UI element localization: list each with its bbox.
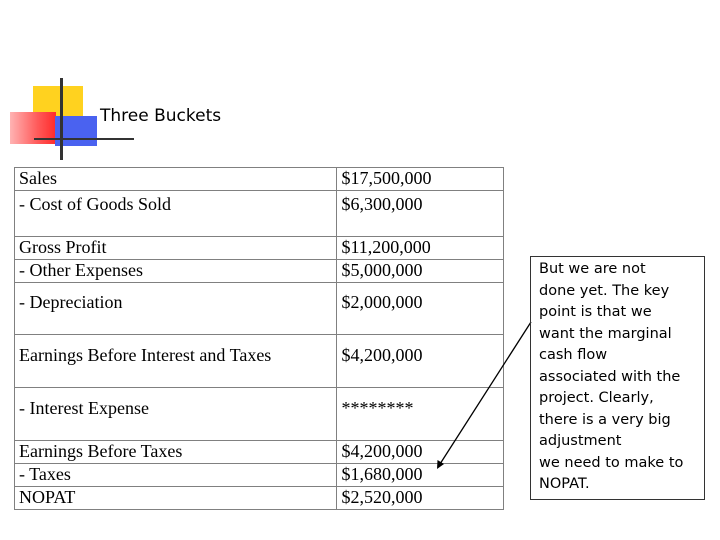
logo-vertical-line <box>60 78 63 160</box>
row-label: - Depreciation <box>15 283 337 335</box>
slide-logo <box>0 0 110 170</box>
callout-line: there is a very big <box>539 411 671 428</box>
row-amount: $1,680,000 <box>337 464 504 487</box>
callout-line: point is that we <box>539 304 652 320</box>
table-row <box>15 260 504 283</box>
logo-horizontal-line <box>34 138 134 140</box>
table-row <box>15 191 504 237</box>
row-label: - Other Expenses <box>15 260 337 283</box>
row-label: Gross Profit <box>15 237 337 260</box>
row-label: - Taxes <box>15 464 337 487</box>
row-label: Earnings Before Taxes <box>15 441 337 464</box>
row-amount: ******** <box>337 388 504 441</box>
row-amount: $5,000,000 <box>337 260 504 283</box>
callout-line: want the marginal <box>539 325 672 342</box>
callout-line: associated with the <box>539 368 681 385</box>
row-label: Sales <box>15 168 337 191</box>
table-row <box>15 335 504 388</box>
callout-line: NOPAT. <box>539 476 590 492</box>
row-amount: $17,500,000 <box>337 168 504 191</box>
table-row <box>15 283 504 335</box>
row-amount: $4,200,000 <box>337 335 504 388</box>
row-amount: $6,300,000 <box>337 191 504 237</box>
row-amount: $4,200,000 <box>337 441 504 464</box>
table-row <box>15 441 504 464</box>
row-amount: $2,000,000 <box>337 283 504 335</box>
table-row <box>15 237 504 260</box>
row-amount: $2,520,000 <box>337 487 504 510</box>
slide-title: Three Buckets <box>100 106 222 126</box>
callout-box <box>530 256 705 500</box>
row-label: Earnings Before Interest and Taxes <box>15 335 337 388</box>
row-amount: $11,200,000 <box>337 237 504 260</box>
callout-line: But we are not <box>539 261 646 277</box>
table-row <box>15 388 504 441</box>
callout-line: project. Clearly, <box>539 390 654 406</box>
row-label: NOPAT <box>15 487 337 510</box>
row-label: - Interest Expense <box>15 388 337 441</box>
row-label: - Cost of Goods Sold <box>15 191 337 237</box>
callout-line: we need to make to <box>539 454 684 471</box>
table-row <box>15 464 504 487</box>
callout-line: cash flow <box>539 347 608 363</box>
table-row <box>15 168 504 191</box>
callout-line: adjustment <box>539 433 622 449</box>
table-row <box>15 487 504 510</box>
financial-table <box>14 167 504 510</box>
callout-line: done yet. The key <box>539 282 670 299</box>
